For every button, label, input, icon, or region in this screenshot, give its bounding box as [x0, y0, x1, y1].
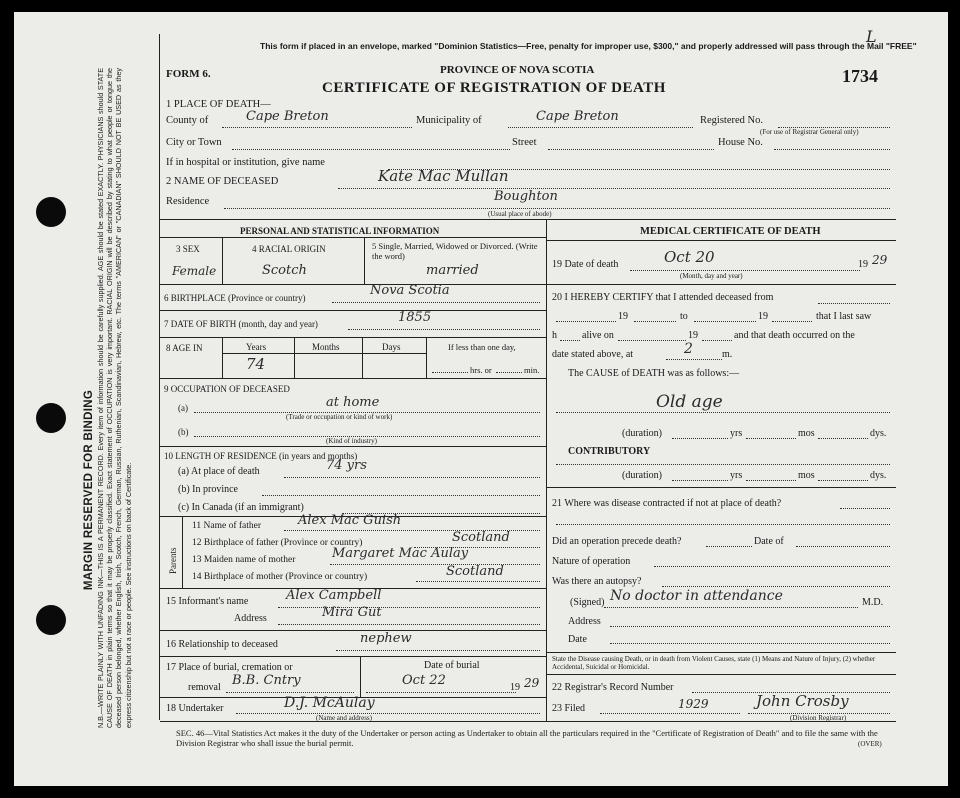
relationship-value: nephew — [360, 631, 412, 646]
binding-hole-middle — [36, 403, 66, 433]
mos-label-2: mos — [798, 470, 815, 481]
mother-birthplace-value: Scotland — [446, 564, 504, 579]
hour-value: 2 — [684, 341, 693, 357]
registrar-signature: John Crosby — [756, 692, 849, 710]
mother-name-value: Margaret Mac Aulay — [332, 546, 469, 561]
dob-label: 7 DATE OF BIRTH (month, day and year) — [164, 319, 318, 329]
name-of-deceased-value: Kate Mac Mullan — [378, 167, 509, 185]
duration-label-1: (duration) — [622, 428, 662, 439]
age-label: 8 AGE IN — [166, 343, 203, 353]
undertaker-note: (Name and address) — [316, 714, 372, 722]
date-of-death-value: Oct 20 — [664, 248, 715, 266]
alive-on-text: alive on — [582, 330, 614, 341]
residence-c-label: (c) In Canada (if an immigrant) — [178, 502, 304, 513]
operation-label: Did an operation precede death? — [552, 536, 682, 547]
informant-address-label: Address — [234, 613, 267, 624]
father-birthplace-value: Scotland — [452, 530, 510, 545]
date-of-death-label: 19 Date of death — [552, 259, 619, 270]
dys-label-2: dys. — [870, 470, 887, 481]
date-of-death-note: (Month, day and year) — [680, 272, 743, 280]
birthplace-value: Nova Scotia — [370, 283, 450, 298]
physician-date-label: Date — [568, 634, 587, 645]
residence-label: Residence — [166, 196, 210, 207]
registrar-note: (Division Registrar) — [790, 714, 847, 722]
sex-value: Female — [172, 264, 217, 278]
certificate-title: CERTIFICATE OF REGISTRATION OF DEATH — [322, 80, 666, 96]
informant-label: 15 Informant's name — [166, 596, 249, 607]
filed-year-value: 1929 — [678, 697, 709, 711]
physician-address-label: Address — [568, 616, 601, 627]
parents-label: Parents — [168, 547, 178, 574]
yrs-label-2: yrs — [730, 470, 743, 481]
contributory-label: CONTRIBUTORY — [568, 446, 651, 457]
days-label: Days — [382, 342, 401, 352]
burial-date-value: Oct 22 — [402, 673, 446, 688]
county-label: County of — [166, 115, 209, 126]
min-label: min. — [524, 365, 540, 375]
mother-birthplace-label: 14 Birthplace of mother (Province or country) — [192, 572, 368, 582]
death-year-prefix: 19 — [858, 259, 868, 270]
occupation-value: at home — [326, 395, 380, 410]
autopsy-label: Was there an autopsy? — [552, 576, 642, 587]
margin-instructions: N.B.—WRITE PLAINLY WITH UNFADING INK—THIS IS A PERMANENT RECORD. Every item of information should be carefully supplied. AGE should be stated EXACTLY. PHYSICIANS should STATE CAUSE OF DEATH in plain terms so that it may be properly classified. Exact statement of OCCUPATION is very important. RACIAL ORIGIN will be described by stating to what people or tongue the deceased person belonged, whether English, Irish, Scotch, French, German, Russian, Ruthenian, Scandinavian, Hebrew, etc. The terms "AMERICAN" or "CANADIAN" SHOULD NOT BE USED as they express citizenship but not a race or people. See instructions on back of Certificate. — [96, 68, 133, 728]
occupation-a-note: (Trade or occupation or kind of work) — [286, 413, 393, 421]
residence-a-value: 74 yrs — [326, 458, 367, 473]
residence-b-label: (b) In province — [178, 484, 238, 495]
city-label: City or Town — [166, 137, 222, 148]
municipality-label: Municipality of — [416, 115, 482, 126]
personal-heading: PERSONAL AND STATISTICAL INFORMATION — [240, 226, 440, 236]
record-number-label: 22 Registrar's Record Number — [552, 682, 674, 693]
father-name-value: Alex Mac Guish — [298, 513, 402, 528]
mother-name-label: 13 Maiden name of mother — [192, 555, 296, 565]
h-text: h — [552, 330, 557, 341]
place-of-death-heading: 1 PLACE OF DEATH— — [166, 99, 271, 110]
county-value: Cape Breton — [246, 109, 329, 124]
burial-place-label: 17 Place of burial, cremation or — [166, 662, 293, 673]
years-label: Years — [246, 342, 267, 352]
residence-value: Boughton — [494, 189, 558, 204]
certify-19-b: 19 — [758, 311, 768, 322]
burial-place-value: B.B. Cntry — [232, 673, 301, 688]
nature-of-operation-label: Nature of operation — [552, 556, 631, 567]
binding-hole-top — [36, 197, 66, 227]
occupation-a-label: (a) — [178, 403, 188, 413]
less-than-day-label: If less than one day, — [448, 342, 516, 352]
dys-label-1: dys. — [870, 428, 887, 439]
mos-label-1: mos — [798, 428, 815, 439]
last-saw-text: that I last saw — [816, 311, 872, 322]
mail-notice: This form if placed in an envelope, marked "Dominion Statistics—Free, penalty for improper use, $300," and properly addressed will pass through the Mail "FREE" — [260, 41, 917, 51]
name-of-deceased-label: 2 NAME OF DECEASED — [166, 176, 279, 187]
margin-binding-label: MARGIN RESERVED FOR BINDING — [83, 389, 95, 591]
death-year-value: 29 — [872, 253, 888, 267]
hrs-label: hrs. or — [470, 365, 492, 375]
burial-year-value: 29 — [524, 676, 540, 690]
to-label: to — [680, 311, 688, 322]
age-years-value: 74 — [246, 355, 266, 373]
father-name-label: 11 Name of father — [192, 521, 262, 531]
md-label: M.D. — [862, 597, 884, 608]
residence-a-label: (a) At place of death — [178, 466, 260, 477]
undertaker-label: 18 Undertaker — [166, 703, 224, 714]
municipality-value: Cape Breton — [536, 109, 619, 124]
registered-no-note: (For use of Registrar General only) — [760, 128, 859, 136]
dob-value: 1855 — [398, 310, 432, 325]
birthplace-label: 6 BIRTHPLACE (Province or country) — [164, 293, 306, 303]
yrs-label-1: yrs — [730, 428, 743, 439]
occupation-b-label: (b) — [178, 427, 189, 437]
signed-label: (Signed) — [570, 597, 605, 608]
racial-origin-value: Scotch — [262, 263, 307, 278]
occupation-label: 9 OCCUPATION OF DECEASED — [164, 384, 290, 394]
occurred-text: and that death occurred on the — [734, 330, 855, 341]
binding-hole-bottom — [36, 605, 66, 635]
violent-causes-note: State the Disease causing Death, or in death from Violent Causes, state (1) Means and Nature of Injury, (2) whether Accidental, Suicidal or Homicidal. — [552, 655, 876, 671]
sex-label: 3 SEX — [176, 244, 200, 254]
certify-text: 20 I HEREBY CERTIFY that I attended deceased from — [552, 292, 774, 303]
cause-of-death-label: The CAUSE of DEATH was as follows:— — [568, 368, 740, 379]
father-birthplace-label: 12 Birthplace of father (Province or country) — [192, 538, 363, 548]
informant-address-value: Mira Gut — [322, 605, 382, 620]
occupation-b-note: (Kind of industry) — [326, 437, 377, 445]
contracted-label: 21 Where was disease contracted if not at place of death? — [552, 498, 782, 509]
house-no-label: House No. — [718, 137, 763, 148]
corner-mark: L — [866, 27, 877, 46]
province-heading: PROVINCE OF NOVA SCOTIA — [440, 64, 595, 76]
street-label: Street — [512, 137, 537, 148]
certificate-number: 1734 — [842, 66, 878, 86]
months-label: Months — [312, 342, 340, 352]
hour-unit: m. — [722, 349, 733, 360]
marital-value: married — [426, 263, 479, 278]
footer-instructions: SEC. 46—Vital Statistics Act makes it the duty of the Undertaker or person acting as Undertaker to obtain all the particulars required in the "Certificate of Registration of Death" and to file the same with the Division Registrar who shall issue the burial permit. — [176, 728, 878, 748]
filed-label: 23 Filed — [552, 703, 586, 714]
relationship-label: 16 Relationship to deceased — [166, 639, 278, 650]
alive-19: 19 — [688, 330, 698, 341]
duration-label-2: (duration) — [622, 470, 662, 481]
length-of-residence-label: 10 LENGTH OF RESIDENCE (in years and months) — [164, 451, 358, 461]
undertaker-value: D.J. McAulay — [284, 695, 375, 711]
form-number: FORM 6. — [166, 68, 211, 80]
footer-over: (OVER) — [858, 740, 882, 748]
medical-heading: MEDICAL CERTIFICATE OF DEATH — [640, 226, 821, 237]
removal-label: removal — [188, 682, 221, 693]
marital-label: 5 Single, Married, Widowed or Divorced. (Write the word) — [372, 241, 538, 261]
racial-origin-label: 4 RACIAL ORIGIN — [252, 244, 326, 254]
burial-date-label: Date of burial — [424, 660, 480, 671]
date-of-label: Date of — [754, 536, 784, 547]
registered-no-label: Registered No. — [700, 115, 763, 126]
hospital-label: If in hospital or institution, give name — [166, 157, 325, 168]
signed-value: No doctor in attendance — [610, 588, 783, 604]
informant-value: Alex Campbell — [286, 588, 382, 603]
date-above-text: date stated above, at — [552, 349, 634, 360]
cause-of-death-value: Old age — [656, 392, 723, 412]
burial-year-prefix: 19 — [510, 682, 520, 693]
certify-19-a: 19 — [618, 311, 628, 322]
residence-note: (Usual place of abode) — [488, 210, 552, 218]
